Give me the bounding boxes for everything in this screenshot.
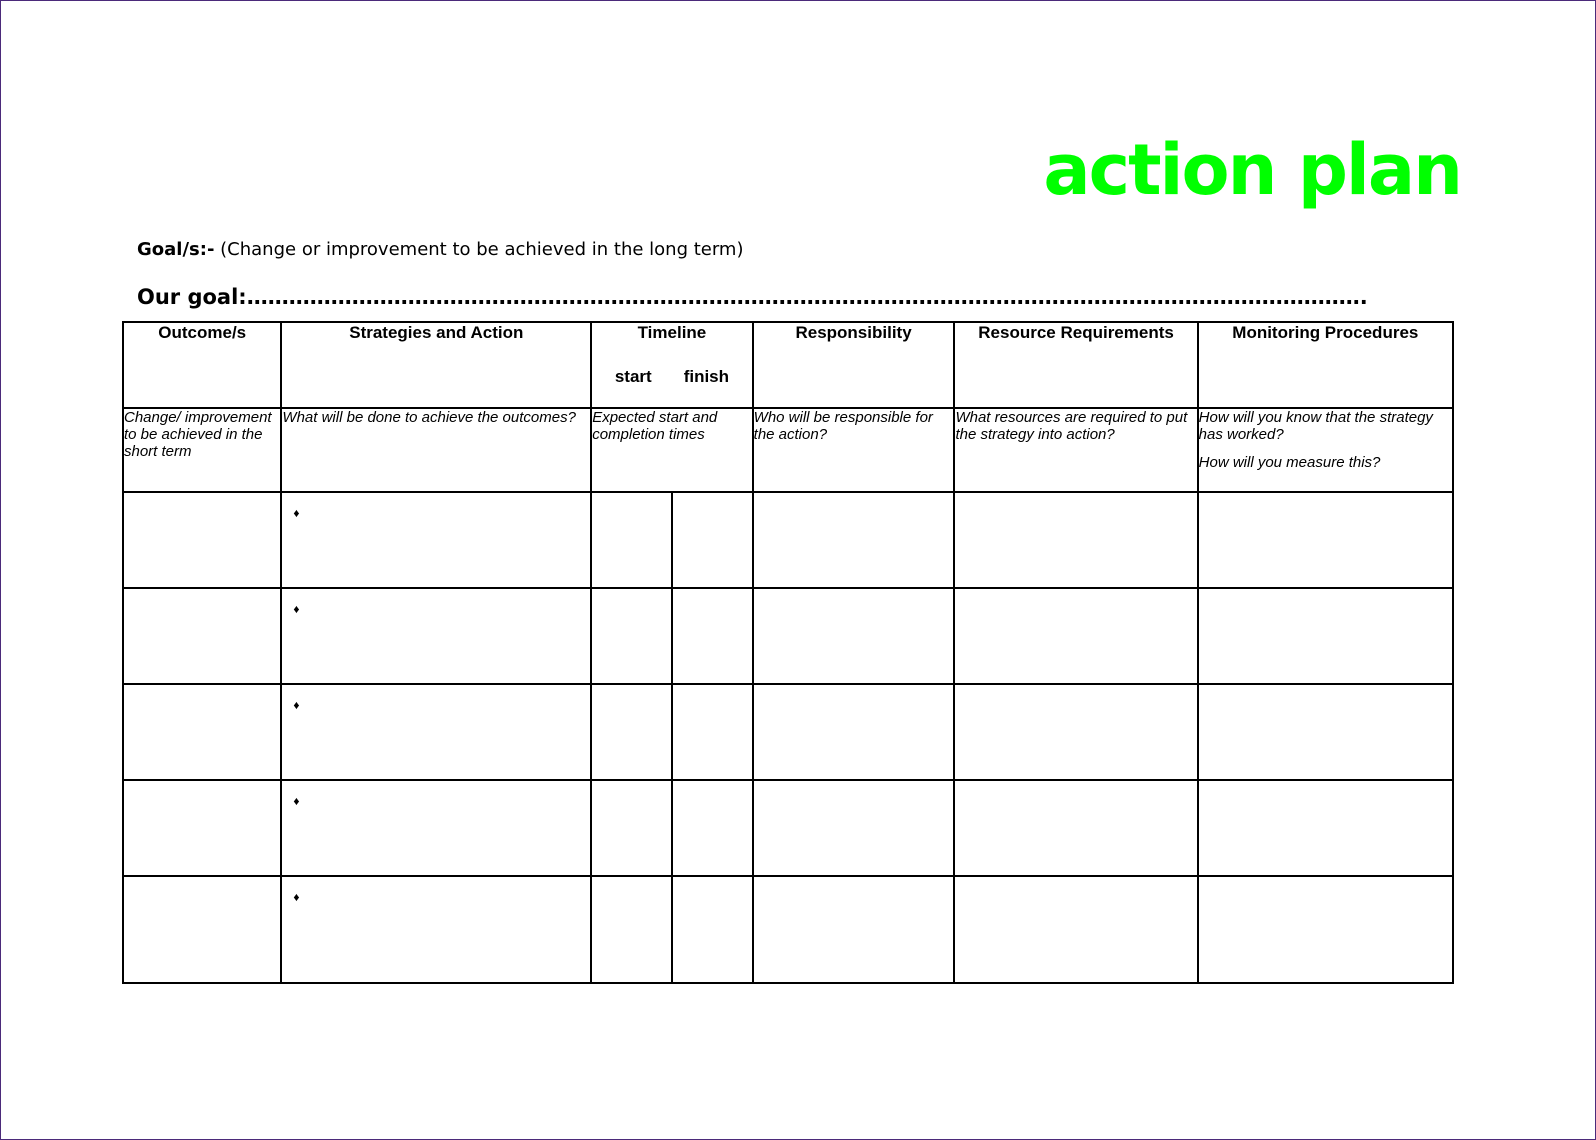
strategy-cell[interactable] <box>281 876 591 983</box>
outcome-cell[interactable] <box>123 588 281 684</box>
header-timeline <box>591 322 752 408</box>
finish-cell[interactable] <box>672 492 753 588</box>
header-timeline-label: Timeline <box>637 323 707 342</box>
diamond-bullet-icon: ♦ <box>293 698 300 712</box>
desc-outcomes: Change/ improvement to be achieved in the short term <box>123 408 281 492</box>
desc-resources: What resources are required to put the strategy into action? <box>954 408 1197 492</box>
start-cell[interactable] <box>591 684 672 780</box>
outcome-cell[interactable] <box>123 492 281 588</box>
finish-cell[interactable] <box>672 588 753 684</box>
table-row <box>123 492 1453 588</box>
header-responsibility: Responsibility <box>753 322 955 408</box>
monitoring-cell[interactable] <box>1198 876 1453 983</box>
outcome-cell[interactable] <box>123 876 281 983</box>
header-row <box>123 322 1453 408</box>
monitoring-cell[interactable] <box>1198 492 1453 588</box>
finish-cell[interactable] <box>672 684 753 780</box>
resources-cell[interactable] <box>954 588 1197 684</box>
diamond-bullet-icon: ♦ <box>293 602 300 616</box>
finish-cell[interactable] <box>672 876 753 983</box>
goals-line <box>137 239 743 260</box>
resources-cell[interactable] <box>954 684 1197 780</box>
start-cell[interactable] <box>591 780 672 876</box>
resources-cell[interactable] <box>954 780 1197 876</box>
start-cell[interactable] <box>591 492 672 588</box>
desc-timeline: Expected start and completion times <box>591 408 752 492</box>
desc-monitoring-question-1: How will you know that the strategy has worked? <box>1198 409 1433 443</box>
diamond-bullet-icon: ♦ <box>293 890 300 904</box>
header-resources: Resource Requirements <box>954 322 1197 408</box>
goals-description: (Change or improvement to be achieved in the long term) <box>220 239 744 260</box>
start-cell[interactable] <box>591 876 672 983</box>
our-goal-line: Our goal:……………………………………………………………………………………………………………………………………………. <box>137 285 1368 309</box>
header-strategies: Strategies and Action <box>281 322 591 408</box>
responsibility-cell[interactable] <box>753 780 955 876</box>
description-row <box>123 408 1453 492</box>
strategy-cell[interactable] <box>281 684 591 780</box>
desc-monitoring <box>1198 408 1453 492</box>
action-plan-table <box>122 321 1454 984</box>
responsibility-cell[interactable] <box>753 588 955 684</box>
table-row <box>123 780 1453 876</box>
strategy-cell[interactable] <box>281 588 591 684</box>
desc-strategies: What will be done to achieve the outcomes? <box>281 408 591 492</box>
header-outcomes: Outcome/s <box>123 322 281 408</box>
resources-cell[interactable] <box>954 492 1197 588</box>
resources-cell[interactable] <box>954 876 1197 983</box>
goals-label: Goal/s:- <box>137 239 215 260</box>
header-timeline-finish: finish <box>683 367 730 386</box>
responsibility-cell[interactable] <box>753 876 955 983</box>
start-cell[interactable] <box>591 588 672 684</box>
page-title: action plan <box>1043 129 1461 211</box>
desc-monitoring-question-2: How will you measure this? <box>1198 454 1381 471</box>
responsibility-cell[interactable] <box>753 684 955 780</box>
outcome-cell[interactable] <box>123 780 281 876</box>
monitoring-cell[interactable] <box>1198 780 1453 876</box>
monitoring-cell[interactable] <box>1198 684 1453 780</box>
header-timeline-start: start <box>614 367 652 386</box>
strategy-cell[interactable] <box>281 492 591 588</box>
strategy-cell[interactable] <box>281 780 591 876</box>
monitoring-cell[interactable] <box>1198 588 1453 684</box>
table-row <box>123 684 1453 780</box>
table-row <box>123 588 1453 684</box>
desc-responsibility: Who will be responsible for the action? <box>753 408 955 492</box>
table-row <box>123 876 1453 983</box>
header-monitoring: Monitoring Procedures <box>1198 322 1453 408</box>
responsibility-cell[interactable] <box>753 492 955 588</box>
finish-cell[interactable] <box>672 780 753 876</box>
diamond-bullet-icon: ♦ <box>293 506 300 520</box>
diamond-bullet-icon: ♦ <box>293 794 300 808</box>
outcome-cell[interactable] <box>123 684 281 780</box>
